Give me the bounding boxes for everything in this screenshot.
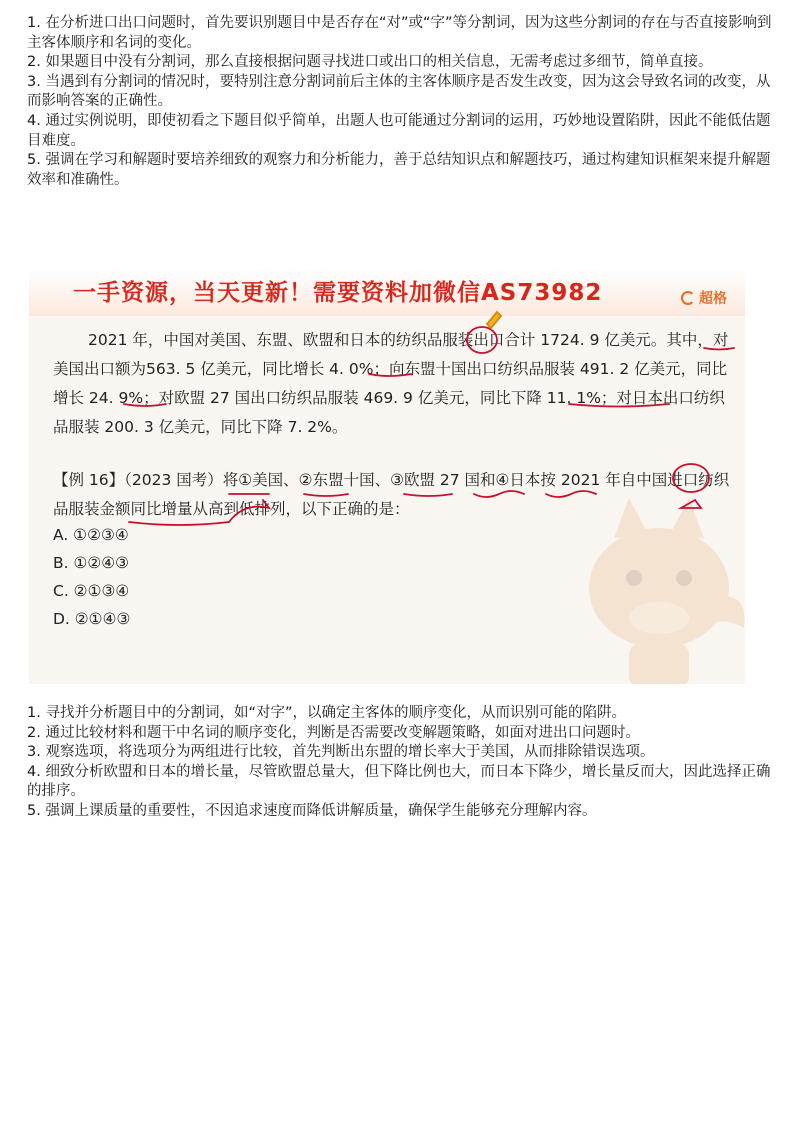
note-item: 2. 通过比较材料和题干中名词的顺序变化，判断是否需要改变解题策略，如面对进出口问题时。 xyxy=(27,724,640,741)
brand-logo xyxy=(681,288,727,308)
note-item: 5. 强调在学习和解题时要培养细致的观察力和分析能力，善于总结知识点和解题技巧，通过构建知识框架来提升解题效率和准确性。 xyxy=(27,152,771,188)
question-text: 【例 16】（2023 国考）将①美国、②东盟十国、③欧盟 27 国和④日本按 2021 年自中国进口纺织品服装金额同比增量从高到低排列，以下正确的是： xyxy=(53,471,730,518)
brand-name: 超格 xyxy=(699,291,727,307)
brand-g-icon xyxy=(681,291,695,305)
lecture-slide-image xyxy=(29,268,745,684)
note-item: 1. 寻找并分析题目中的分割词，如“对字”，以确定主客体的顺序变化，从而识别可能的陷阱。 xyxy=(27,705,626,721)
note-item: 1. 在分析进口出口问题时，首先要识别题目中是否存在“对”或“字”等分割词，因为这些分割词的存在与否直接影响到主客体顺序和名词的变化。 xyxy=(27,15,772,51)
notes-top xyxy=(27,14,773,190)
option-d: D. ②①④③ xyxy=(53,610,131,628)
option-a: A. ①②③④ xyxy=(53,526,129,544)
note-item: 3. 观察选项，将选项分为两组进行比较，首先判断出东盟的增长率大于美国，从而排除错误选项。 xyxy=(27,744,655,761)
banner-text: 一手资源，当天更新！需要资料加微信AS73982 xyxy=(73,280,603,306)
note-item: 2. 如果题目中没有分割词，那么直接根据问题寻找进口或出口的相关信息，无需考虑过多细节，简单直接。 xyxy=(27,54,713,71)
notes-bottom xyxy=(27,704,773,822)
material-paragraph: 2021 年，中国对美国、东盟、欧盟和日本的纺织品服装出口合计 1724. 9 亿美元。其中，对美国出口额为563. 5 亿美元，同比增长 4. 0%；向东盟十国出口纺织品服装 491. 2 亿美元，同比增长 24. 9%；对欧盟 27 国出口纺织品服装 469. 9 亿美元，同比下降 11. 1%；对日本出口纺织品服装 200. 3 亿美元，同比下降 7. 2%。 xyxy=(53,331,729,436)
note-item: 3. 当遇到有分割词的情况时，要特别注意分割词前后主体的主客体顺序是否发生改变，因为这会导致名词的改变，从而影响答案的正确性。 xyxy=(27,73,771,110)
slide-banner xyxy=(29,268,745,316)
note-item: 4. 通过实例说明，即使初看之下题目似乎简单，出题人也可能通过分割词的运用，巧妙地设置陷阱，因此不能低估题目难度。 xyxy=(27,112,771,149)
option-c: C. ②①③④ xyxy=(53,582,130,600)
option-b: B. ①②④③ xyxy=(53,554,130,572)
note-item: 5. 强调上课质量的重要性，不因追求速度而降低讲解质量，确保学生能够充分理解内容。 xyxy=(27,802,597,819)
note-item: 4. 细致分析欧盟和日本的增长量，尽管欧盟总量大，但下降比例也大，而日本下降少，增长量反而大，因此选择正确的排序。 xyxy=(27,763,771,800)
